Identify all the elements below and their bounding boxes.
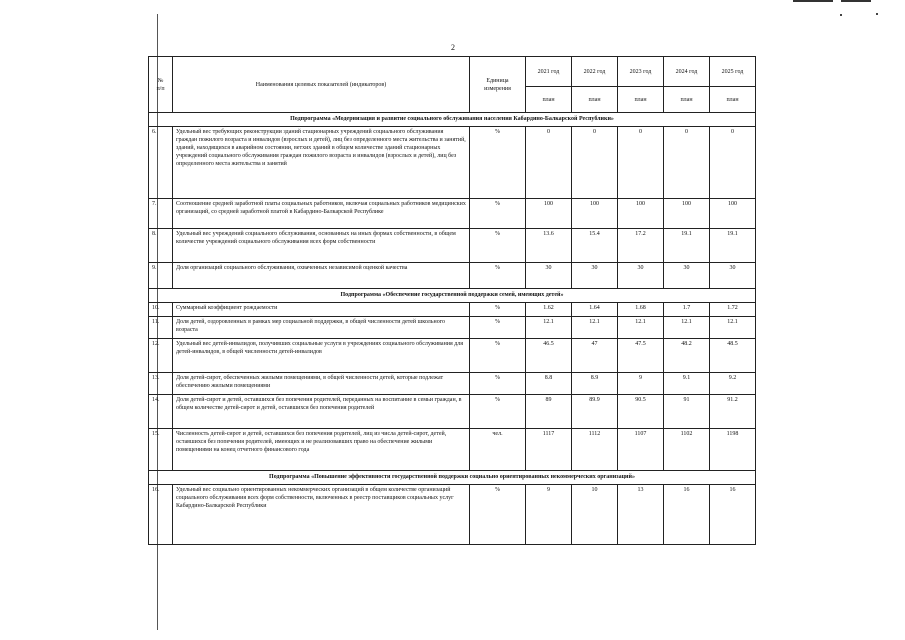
value-cell: 1112 <box>572 429 618 471</box>
row-number: 15. <box>149 429 173 471</box>
value-cell: 9.2 <box>710 373 756 395</box>
value-cell: 12.1 <box>710 317 756 339</box>
value-cell: 30 <box>526 263 572 289</box>
subprogram-title: Подпрограмма «Повышение эффективности государственной поддержки социально ориентированных некоммерческих организаций» <box>149 471 756 485</box>
page-number: 2 <box>451 43 455 52</box>
row-number: 11. <box>149 317 173 339</box>
value-cell: 0 <box>664 127 710 199</box>
unit-cell: % <box>470 303 526 317</box>
indicator-name: Удельный вес детей-инвалидов, получивших социальные услуги в учреждениях социального обслуживания для детей-инвалидов, в общей численности детей-инвалидов <box>173 339 470 373</box>
value-cell: 30 <box>572 263 618 289</box>
value-cell: 1.62 <box>526 303 572 317</box>
value-cell: 46.5 <box>526 339 572 373</box>
value-cell: 12.1 <box>572 317 618 339</box>
unit-cell: % <box>470 339 526 373</box>
header-unit: Единица измерения <box>470 57 526 113</box>
value-cell: 0 <box>526 127 572 199</box>
value-cell: 47 <box>572 339 618 373</box>
value-cell: 91.2 <box>710 395 756 429</box>
header-year: 2023 год <box>618 57 664 87</box>
scan-corner-mark <box>841 0 871 2</box>
indicators-table <box>148 56 756 545</box>
indicator-name: Доля организаций социального обслуживания, охваченных независимой оценкой качества <box>173 263 470 289</box>
value-cell: 17.2 <box>618 229 664 263</box>
value-cell: 1107 <box>618 429 664 471</box>
table-body <box>149 113 756 545</box>
value-cell: 90.5 <box>618 395 664 429</box>
table-row <box>149 429 756 471</box>
value-cell: 12.1 <box>664 317 710 339</box>
indicator-name: Суммарный коэффициент рождаемости <box>173 303 470 317</box>
unit-cell: % <box>470 127 526 199</box>
value-cell: 1102 <box>664 429 710 471</box>
header-year: 2024 год <box>664 57 710 87</box>
value-cell: 100 <box>710 199 756 229</box>
header-plan: план <box>618 87 664 113</box>
value-cell: 1.64 <box>572 303 618 317</box>
indicator-name: Удельный вес учреждений социального обслуживания, основанных на иных формах собственности, в общем количестве учреждений социального обслуживания всех форм собственности <box>173 229 470 263</box>
value-cell: 0 <box>572 127 618 199</box>
value-cell: 89 <box>526 395 572 429</box>
value-cell: 30 <box>664 263 710 289</box>
value-cell: 10 <box>572 485 618 545</box>
value-cell: 48.2 <box>664 339 710 373</box>
value-cell: 12.1 <box>618 317 664 339</box>
header-plan: план <box>664 87 710 113</box>
header-plan: план <box>572 87 618 113</box>
row-number: 7. <box>149 199 173 229</box>
table-row <box>149 127 756 199</box>
value-cell: 89.9 <box>572 395 618 429</box>
value-cell: 16 <box>664 485 710 545</box>
header-year: 2025 год <box>710 57 756 87</box>
value-cell: 1198 <box>710 429 756 471</box>
table-row <box>149 485 756 545</box>
value-cell: 0 <box>710 127 756 199</box>
unit-cell: % <box>470 199 526 229</box>
subprogram-title: Подпрограмма «Модернизация и развитие социального обслуживания населения Кабардино-Балкарской Республики» <box>149 113 756 127</box>
row-number: 13. <box>149 373 173 395</box>
row-number: 14. <box>149 395 173 429</box>
indicator-name: Удельный вес социально ориентированных некоммерческих организаций в общем количестве организаций социального обслуживания всех форм собственности, включенных в реестр поставщиков социальных услуг Кабардино-Балкарской Республики <box>173 485 470 545</box>
row-number: 10. <box>149 303 173 317</box>
table-row <box>149 303 756 317</box>
row-number: 9. <box>149 263 173 289</box>
value-cell: 91 <box>664 395 710 429</box>
value-cell: 1117 <box>526 429 572 471</box>
indicator-name: Доля детей-сирот и детей, оставшихся без попечения родителей, переданных на воспитание в семьи граждан, в общем количестве детей-сирот и детей, оставшихся без попечения родителей <box>173 395 470 429</box>
value-cell: 16 <box>710 485 756 545</box>
value-cell: 30 <box>618 263 664 289</box>
value-cell: 15.4 <box>572 229 618 263</box>
indicator-name: Доля детей-сирот, обеспеченных жилыми помещениями, в общей численности детей, которые подлежат обеспечению жилыми помещениями <box>173 373 470 395</box>
value-cell: 47.5 <box>618 339 664 373</box>
header-year: 2021 год <box>526 57 572 87</box>
scan-corner-mark <box>793 0 833 2</box>
header-year: 2022 год <box>572 57 618 87</box>
row-number: 6. <box>149 127 173 199</box>
header-plan: план <box>526 87 572 113</box>
unit-cell: чел. <box>470 429 526 471</box>
value-cell: 0 <box>618 127 664 199</box>
subprogram-row <box>149 289 756 303</box>
header-plan: план <box>710 87 756 113</box>
header-name: Наименования целевых показателей (индикаторов) <box>173 57 470 113</box>
indicator-name: Соотношение средней заработной платы социальных работников, включая социальных работников медицинских организаций, со средней заработной платой в Кабардино-Балкарской Республике <box>173 199 470 229</box>
value-cell: 8.9 <box>572 373 618 395</box>
table-row <box>149 263 756 289</box>
scan-speck <box>876 13 878 15</box>
value-cell: 100 <box>572 199 618 229</box>
unit-cell: % <box>470 317 526 339</box>
value-cell: 9 <box>618 373 664 395</box>
value-cell: 19.1 <box>710 229 756 263</box>
value-cell: 9.1 <box>664 373 710 395</box>
indicator-name: Численность детей-сирот и детей, оставшихся без попечения родителей, лиц из числа детей-сирот, детей, оставшихся без попечения родителей, имеющих и не реализовавших право на обеспечение жилыми помещениями на конец отчетного финансового года <box>173 429 470 471</box>
table-row <box>149 317 756 339</box>
value-cell: 19.1 <box>664 229 710 263</box>
table-header <box>149 57 756 113</box>
subprogram-row <box>149 471 756 485</box>
table-row <box>149 199 756 229</box>
header-num: № п/п <box>149 57 173 113</box>
indicator-name: Удельный вес требующих реконструкции зданий стационарных учреждений социального обслуживания граждан пожилого возраста и инвалидов (взрослых и детей), лиц без определенного места жительства и занятий, зданий, находящихся в аварийном состоянии, ветхих зданий в общем количестве зданий стационарных учреждений социального обслуживания граждан пожилого возраста и инвалидов (взрослых и детей), лиц без определенного места жительства и занятий <box>173 127 470 199</box>
value-cell: 8.8 <box>526 373 572 395</box>
value-cell: 9 <box>526 485 572 545</box>
indicator-name: Доля детей, оздоровленных в рамках мер социальной поддержки, в общей численности детей школьного возраста <box>173 317 470 339</box>
table-row <box>149 229 756 263</box>
value-cell: 100 <box>526 199 572 229</box>
value-cell: 100 <box>664 199 710 229</box>
value-cell: 1.72 <box>710 303 756 317</box>
table-row <box>149 395 756 429</box>
value-cell: 13.6 <box>526 229 572 263</box>
unit-cell: % <box>470 229 526 263</box>
value-cell: 13 <box>618 485 664 545</box>
value-cell: 12.1 <box>526 317 572 339</box>
row-number: 12. <box>149 339 173 373</box>
unit-cell: % <box>470 395 526 429</box>
row-number: 8. <box>149 229 173 263</box>
value-cell: 48.5 <box>710 339 756 373</box>
row-number: 16. <box>149 485 173 545</box>
scan-speck <box>840 14 842 16</box>
unit-cell: % <box>470 373 526 395</box>
value-cell: 100 <box>618 199 664 229</box>
unit-cell: % <box>470 485 526 545</box>
table-row <box>149 339 756 373</box>
subprogram-row <box>149 113 756 127</box>
unit-cell: % <box>470 263 526 289</box>
subprogram-title: Подпрограмма «Обеспечение государственной поддержки семей, имеющих детей» <box>149 289 756 303</box>
value-cell: 30 <box>710 263 756 289</box>
value-cell: 1.7 <box>664 303 710 317</box>
value-cell: 1.68 <box>618 303 664 317</box>
table-row <box>149 373 756 395</box>
